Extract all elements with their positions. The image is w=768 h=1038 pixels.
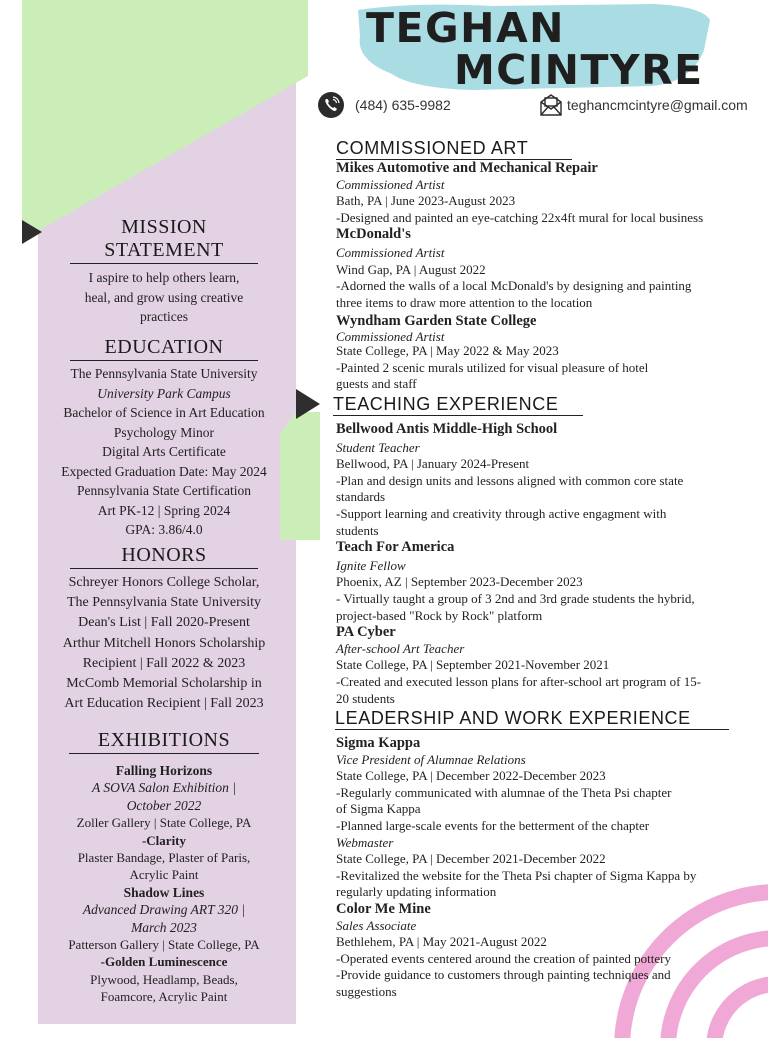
entry-meta: Bellwood, PA | January 2024-Present <box>336 456 530 472</box>
mission-statement-heading <box>70 216 258 264</box>
entry-meta: Bethlehem, PA | May 2021-August 2022 <box>336 934 547 950</box>
education-list <box>40 364 288 540</box>
entry-detail: -Support learning and creativity through active engagment with <box>336 505 667 521</box>
entry-detail: standards <box>336 489 386 505</box>
honors-line: Schreyer Honors College Scholar, <box>68 575 260 590</box>
entry-meta: State College, PA | December 2022-December 2023 <box>336 768 606 784</box>
education-line: Art PK-12 | Spring 2024 <box>97 502 231 518</box>
entry-org: Wyndham Garden State College <box>336 313 537 330</box>
honors-line: McComb Memorial Scholarship in <box>66 676 262 692</box>
honors-heading: HONORS <box>70 544 258 569</box>
education-line: Bachelor of Science in Art Education <box>63 405 265 420</box>
mission-statement-text <box>40 268 288 327</box>
exhibition-line: Acrylic Paint <box>129 867 199 883</box>
entry-detail: -Regularly communicated with alumnae of the Theta Psi chapter <box>336 784 672 800</box>
first-name: TEGHAN <box>366 4 565 52</box>
entry-detail: -Revitalized the website for the Theta Psi chapter of Sigma Kappa by <box>336 867 697 883</box>
honors-line: The Pennsylvania State University <box>66 595 262 611</box>
entry-detail: guests and staff <box>336 376 417 392</box>
exhibition-line: Plaster Bandage, Plaster of Paris, <box>77 850 251 866</box>
entry-role: Ignite Fellow <box>336 557 406 573</box>
entry-detail: students <box>336 522 379 538</box>
entry-meta: Phoenix, AZ | September 2023-December 2023 <box>336 574 583 590</box>
entry-meta: State College, PA | May 2022 & May 2023 <box>336 342 559 358</box>
entry-detail: regularly updating information <box>336 884 497 900</box>
honors-line: Art Education Recipient | Fall 2023 <box>64 696 264 712</box>
entry-detail: 20 students <box>336 690 395 706</box>
entry-role: Commissioned Artist <box>336 328 445 344</box>
exhibition-line: October 2022 <box>126 797 202 813</box>
mission-heading-line1: MISSION <box>121 216 207 238</box>
last-name: MCINTYRE <box>454 46 704 94</box>
entry-role: Commissioned Artist <box>336 244 445 260</box>
left-arrow-decor <box>22 220 42 244</box>
entry-detail: -Plan and design units and lessons aligned with common core state <box>336 472 684 488</box>
email-icon <box>538 92 564 118</box>
exhibitions-heading: EXHIBITIONS <box>69 729 259 754</box>
entry-org: McDonald's <box>336 226 411 243</box>
entry-role: Sales Associate <box>336 917 417 933</box>
entry-detail: - Virtually taught a group of 3 2nd and 3rd grade students the hybrid, <box>336 590 695 606</box>
mission-line: I aspire to help others learn, <box>88 270 240 285</box>
entry-org: Sigma Kappa <box>336 735 421 751</box>
phone-icon <box>318 92 344 118</box>
exhibitions-list <box>40 762 288 1006</box>
entry-detail: -Created and executed lesson plans for after-school art program of 15- <box>336 673 702 689</box>
education-heading: EDUCATION <box>70 336 258 361</box>
entry-detail: -Provide guidance to customers through painting techniques and <box>336 967 671 983</box>
education-line: Pennsylvania State Certification <box>77 483 251 498</box>
mission-heading-line2: STATEMENT <box>104 239 224 261</box>
entry-detail: three items to draw more attention to the location <box>336 294 593 310</box>
entry-detail: -Planned large-scale events for the betterment of the chapter <box>336 817 650 833</box>
phone-number[interactable]: (484) 635-9982 <box>355 97 451 113</box>
entry-role: Commissioned Artist <box>336 176 445 192</box>
entry-detail: -Designed and painted an eye-catching 22x4ft mural for local business <box>336 209 704 225</box>
right-arrow-decor <box>296 389 320 419</box>
entry-detail: -Operated events centered around the creation of painted pottery <box>336 950 671 966</box>
teaching-experience-section <box>336 421 762 707</box>
entry-detail: of Sigma Kappa <box>336 801 421 817</box>
exhibition-title: Falling Horizons <box>115 763 213 778</box>
entry-meta: State College, PA | December 2021-December 2022 <box>336 851 606 867</box>
entry-detail: project-based "Rock by Rock" platform <box>336 607 543 623</box>
entry-org: Bellwood Antis Middle-High School <box>336 421 558 437</box>
entry-meta: Wind Gap, PA | August 2022 <box>336 261 486 277</box>
exhibition-line: Patterson Gallery | State College, PA <box>68 937 260 953</box>
entry-org: Mikes Automotive and Mechanical Repair <box>336 160 598 176</box>
exhibition-line: A SOVA Salon Exhibition | <box>92 780 236 796</box>
honors-line: Arthur Mitchell Honors Scholarship <box>62 635 266 651</box>
entry-meta: State College, PA | September 2021-November 2021 <box>336 657 610 673</box>
entry-meta: Bath, PA | June 2023-August 2023 <box>336 193 516 209</box>
exhibition-line: March 2023 <box>131 919 197 935</box>
entry-org: Color Me Mine <box>336 900 431 917</box>
exhibition-line: Plywood, Headlamp, Beads, <box>90 971 238 987</box>
teaching-experience-heading: TEACHING EXPERIENCE <box>333 394 583 416</box>
exhibition-line: Advanced Drawing ART 320 | <box>82 902 246 918</box>
green-decor-shape <box>22 0 308 240</box>
entry-role: Webmaster <box>336 834 394 850</box>
leadership-experience-heading: LEADERSHIP AND WORK EXPERIENCE <box>335 708 729 730</box>
mission-line: heal, and grow using creative <box>84 289 244 305</box>
entry-org: Teach For America <box>336 539 455 556</box>
honors-list <box>40 573 288 714</box>
education-line: Psychology Minor <box>113 424 215 440</box>
education-line: University Park Campus <box>97 385 231 401</box>
mission-line: practices <box>140 309 188 324</box>
honors-line: Dean's List | Fall 2020-Present <box>78 615 250 631</box>
leadership-experience-section <box>336 735 762 1001</box>
email-address[interactable]: teghancmcintyre@gmail.com <box>567 97 748 113</box>
education-line: Digital Arts Certificate <box>102 444 226 459</box>
entry-detail: -Adorned the walls of a local McDonald's by designing and painting <box>336 278 692 294</box>
education-line: The Pennsylvania State University <box>70 366 258 381</box>
exhibition-line: -Golden Luminescence <box>100 954 228 970</box>
education-line: GPA: 3.86/4.0 <box>125 522 203 537</box>
entry-detail: suggestions <box>336 983 397 999</box>
exhibition-title: Shadow Lines <box>123 884 205 900</box>
exhibition-line: -Clarity <box>141 832 187 848</box>
commissioned-art-heading: COMMISSIONED ART <box>336 138 572 160</box>
commissioned-art-section <box>336 160 762 393</box>
entry-role: After-school Art Teacher <box>336 640 465 656</box>
exhibition-line: Zoller Gallery | State College, PA <box>76 815 252 831</box>
education-line: Expected Graduation Date: May 2024 <box>61 463 267 479</box>
honors-line: Recipient | Fall 2022 & 2023 <box>82 655 246 671</box>
entry-detail: -Painted 2 scenic murals utilized for visual pleasure of hotel <box>336 359 649 375</box>
exhibition-line: Foamcore, Acrylic Paint <box>100 989 228 1005</box>
entry-role: Student Teacher <box>336 439 420 455</box>
entry-org: PA Cyber <box>336 624 396 641</box>
entry-role: Vice President of Alumnae Relations <box>336 751 526 767</box>
